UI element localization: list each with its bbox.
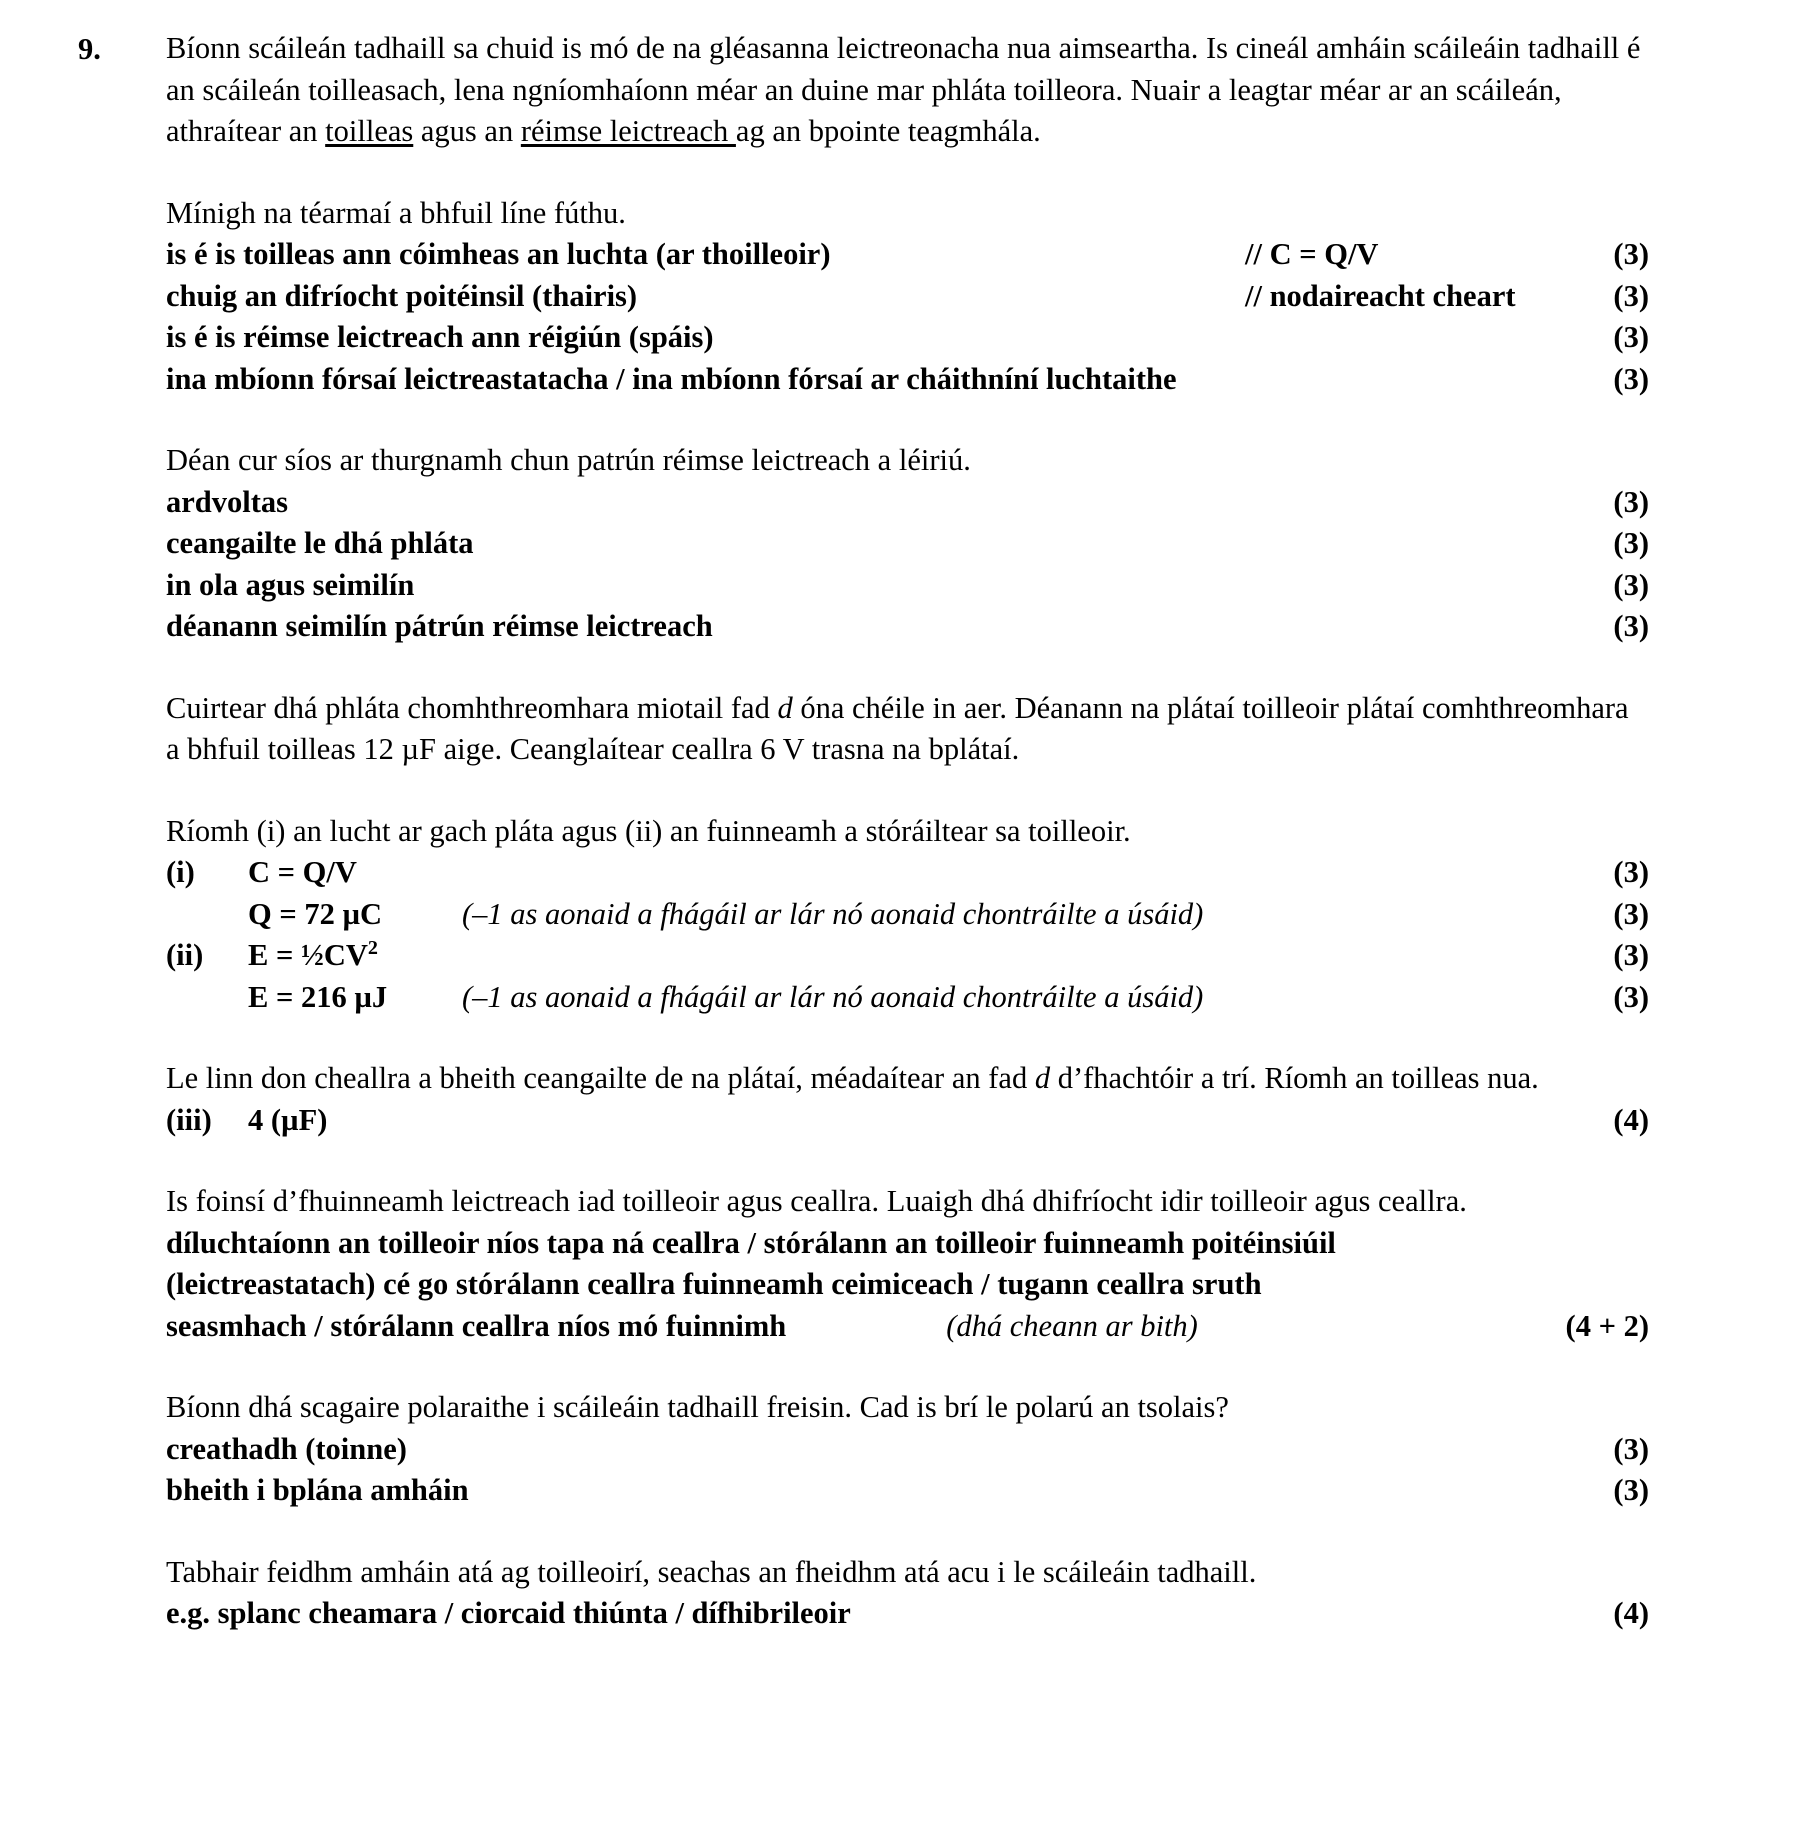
part-c-answer-row bbox=[166, 894, 1649, 936]
answer-text: ina mbíonn fórsaí leictreastatacha / ina mbíonn fórsaí ar cháithníní luchtaithe bbox=[166, 361, 1177, 396]
equation-value: 216 µJ bbox=[300, 979, 388, 1014]
part-e-answer-line-3 bbox=[166, 1306, 1487, 1348]
part-e-intro bbox=[166, 1181, 1649, 1223]
part-c-intro-line-2: plátaí comhthreomhara a bhfuil toilleas 12 µF aige. Ceanglaítear ceallra 6 V trasna na bplátaí. bbox=[166, 690, 1629, 766]
part-a-answer-row bbox=[166, 234, 1649, 276]
stem-line-3: toilleora. Nuair a leagtar méar ar an scáileán, athraítear an bbox=[166, 72, 1562, 148]
equation-text bbox=[248, 894, 462, 936]
part-c-answer-row bbox=[166, 852, 1649, 894]
question-number: 9. bbox=[78, 32, 101, 66]
part-e-answer-line-2 bbox=[166, 1264, 1487, 1306]
marks-value: (3) bbox=[1613, 526, 1649, 560]
stem-line-1: Bíonn scáileán tadhaill sa chuid is mó de na gléasanna leictreonacha nua aimseartha. Is cineál bbox=[166, 31, 1309, 65]
any-two-note: (dhá cheann ar bith) bbox=[946, 1308, 1198, 1343]
spacer bbox=[166, 771, 1649, 811]
part-d-answer-row bbox=[166, 1100, 1649, 1142]
spacer bbox=[166, 400, 1649, 440]
marks-value: (3) bbox=[1613, 855, 1649, 889]
spacer bbox=[166, 1018, 1649, 1058]
spacer bbox=[166, 648, 1649, 688]
part-b-answer-row bbox=[166, 606, 1649, 648]
spacer bbox=[166, 1512, 1649, 1552]
stem-line-2: amháin scáileáin tadhaill é an scáileán toilleasach, lena ngníomhaíonn méar an duine mar phláta bbox=[166, 31, 1641, 107]
answer-text: is é is réimse leictreach ann réigiún (spáis) bbox=[166, 320, 714, 354]
part-a-answer-row bbox=[166, 317, 1649, 359]
marks-value: (4) bbox=[1613, 1596, 1649, 1630]
underlined-term-toilleas: toilleas bbox=[325, 114, 414, 148]
marks-value: (3) bbox=[1613, 896, 1649, 931]
answer-text: déanann seimilín pátrún réimse leictreach bbox=[166, 609, 713, 643]
question-block bbox=[78, 28, 1649, 1635]
equation-text bbox=[248, 977, 462, 1019]
answer-text: ceangailte le dhá phláta bbox=[166, 526, 474, 560]
answer-text: ardvoltas bbox=[166, 484, 288, 519]
part-c-prompt: Ríomh (i) an lucht ar gach pláta agus (ii) an fuinneamh a stóráiltear sa toilleoir. bbox=[166, 813, 1131, 848]
part-a-prompt: Mínigh na téarmaí a bhfuil líne fúthu. bbox=[166, 195, 626, 230]
roman-label: (ii) bbox=[166, 938, 204, 972]
spacer bbox=[166, 1141, 1649, 1181]
part-a-answer-2 bbox=[166, 276, 1545, 318]
part-b-answer-2 bbox=[166, 523, 1545, 565]
answer-alternative: // nodaireacht cheart bbox=[1245, 278, 1516, 313]
marks-value: (3) bbox=[1613, 361, 1649, 396]
equation-value: 72 µC bbox=[304, 896, 383, 931]
part-c-answer-row bbox=[166, 977, 1649, 1019]
part-a-answer-row bbox=[166, 276, 1649, 318]
marks-value: (4) bbox=[1613, 1102, 1649, 1137]
marks-value: (3) bbox=[1613, 567, 1649, 602]
part-g-answer-row bbox=[166, 1593, 1649, 1635]
part-d-answer-iii bbox=[166, 1100, 1545, 1142]
part-c-answer-row bbox=[166, 935, 1649, 977]
part-c-intro-a: Cuirtear dhá phláta chomhthreomhara miotail fad bbox=[166, 690, 778, 725]
part-f-answer-2 bbox=[166, 1470, 1545, 1512]
part-f-answer-1 bbox=[166, 1429, 1545, 1471]
question-stem bbox=[166, 28, 1649, 153]
marks-value: (3) bbox=[1613, 1431, 1649, 1466]
part-g-answer bbox=[166, 1593, 1545, 1635]
part-f-answer-row bbox=[166, 1470, 1649, 1512]
part-c-answer-e bbox=[166, 977, 1545, 1019]
answer-text: e.g. splanc cheamara / ciorcaid thiúnta / dífhibrileoir bbox=[166, 1596, 851, 1630]
part-b-answer-row bbox=[166, 523, 1649, 565]
marks-value: (3) bbox=[1613, 979, 1649, 1014]
deduction-note: (–1 as aonaid a fhágáil ar lár nó aonaid chontráilte a úsáid) bbox=[462, 979, 1204, 1014]
part-f-prompt: Bíonn dhá scagaire polaraithe i scáileáin tadhaill freisin. Cad is brí le polarú an tsolais? bbox=[166, 1390, 1229, 1424]
answer-text: in ola agus seimilín bbox=[166, 567, 415, 602]
answer-alternative: // C = Q/V bbox=[1245, 237, 1379, 271]
part-b-answer-4 bbox=[166, 606, 1545, 648]
answer-text: is é is toilleas ann cóimheas an luchta (ar thoilleoir) bbox=[166, 237, 831, 271]
part-c-intro-b: óna chéile in aer. Déanann na plátaí toilleoir bbox=[792, 690, 1339, 725]
roman-label: (iii) bbox=[166, 1102, 212, 1137]
part-g-prompt: Tabhair feidhm amháin atá ag toilleoirí, seachas an fheidhm atá acu i le scáileáin tadhaill. bbox=[166, 1554, 1257, 1589]
part-e-answer-row bbox=[166, 1264, 1649, 1306]
marks-value: (3) bbox=[1613, 609, 1649, 643]
underlined-term-reimse-leictreach: réimse leictreach bbox=[520, 114, 736, 148]
part-d-intro-line-2: Ríomh an toilleas nua. bbox=[1264, 1061, 1539, 1095]
part-a-answer-3 bbox=[166, 317, 1545, 359]
part-b-answer-row bbox=[166, 482, 1649, 524]
part-a-answer-1 bbox=[166, 234, 1545, 276]
part-e-intro-line-2: ceallra. bbox=[1378, 1184, 1467, 1218]
part-d-intro-a: Le linn don cheallra a bheith ceangailte de na plátaí, méadaítear an fad bbox=[166, 1061, 1035, 1095]
part-c-answer-q bbox=[166, 894, 1545, 936]
answer-text: bheith i bplána amháin bbox=[166, 1473, 469, 1507]
marks-value: (3) bbox=[1613, 1473, 1649, 1507]
equation-prefix: Q = bbox=[248, 896, 305, 931]
part-a-answer-row bbox=[166, 359, 1649, 401]
spacer bbox=[166, 1347, 1649, 1387]
part-c-answer-i bbox=[166, 852, 1545, 894]
part-c-intro bbox=[166, 688, 1649, 771]
symbol-d: d bbox=[777, 690, 793, 725]
equation-text bbox=[248, 935, 1545, 977]
symbol-d: d bbox=[1034, 1061, 1051, 1095]
part-e-answer-row bbox=[166, 1223, 1649, 1265]
part-c-answer-ii bbox=[166, 935, 1545, 977]
spacer bbox=[166, 153, 1649, 193]
marks-value: (3) bbox=[1613, 938, 1649, 972]
part-b-answer-3 bbox=[166, 565, 1545, 607]
answer-text: chuig an difríocht poitéinsil (thairis) bbox=[166, 278, 638, 313]
marks-value: (3) bbox=[1613, 484, 1649, 519]
part-b-prompt: Déan cur síos ar thurgnamh chun patrún réimse leictreach a léiriú. bbox=[166, 443, 971, 477]
part-d-intro-b: d’fhachtóir a trí. bbox=[1050, 1061, 1257, 1095]
part-b-answer-1 bbox=[166, 482, 1545, 524]
answer-text: seasmhach / stórálann ceallra níos mó fuinnimh bbox=[166, 1308, 787, 1343]
exponent: 2 bbox=[367, 936, 378, 959]
stem-line-6: bpointe teagmhála. bbox=[808, 114, 1041, 148]
part-e-answer-row bbox=[166, 1306, 1649, 1348]
roman-label: (i) bbox=[166, 855, 195, 889]
answer-text: 4 (µF) bbox=[248, 1102, 328, 1137]
part-f-answer-row bbox=[166, 1429, 1649, 1471]
stem-line-5: ag an bbox=[735, 114, 802, 148]
question-body bbox=[166, 28, 1649, 1635]
marks-value: (3) bbox=[1613, 278, 1649, 313]
answer-text: díluchtaíonn an toilleoir níos tapa ná ceallra / stórálann an toilleoir fuinneamh poitéinsiúil bbox=[166, 1225, 1336, 1260]
marks-value: (4 + 2) bbox=[1565, 1308, 1649, 1343]
answer-text: (leictreastatach) cé go stórálann ceallra fuinneamh ceimiceach / tugann ceallra sruth bbox=[166, 1267, 1262, 1301]
part-d-intro bbox=[166, 1058, 1649, 1100]
part-e-answer-line-1 bbox=[166, 1223, 1487, 1265]
part-a-answer-4 bbox=[166, 359, 1545, 401]
stem-line-4: agus an bbox=[413, 114, 521, 148]
marks-value: (3) bbox=[1613, 237, 1649, 271]
marks-value: (3) bbox=[1613, 320, 1649, 354]
part-e-intro-line-1: Is foinsí d’fhuinneamh leictreach iad toilleoir agus ceallra. Luaigh dhá dhifríocht idir toilleoir agus bbox=[166, 1184, 1371, 1218]
part-b-answer-row bbox=[166, 565, 1649, 607]
equation-prefix: E = bbox=[248, 979, 301, 1014]
answer-text: creathadh (toinne) bbox=[166, 1431, 407, 1466]
equation-base: E = ½CV bbox=[248, 938, 368, 972]
deduction-note: (–1 as aonaid a fhágáil ar lár nó aonaid chontráilte a úsáid) bbox=[462, 896, 1204, 931]
equation-text: C = Q/V bbox=[248, 855, 357, 889]
